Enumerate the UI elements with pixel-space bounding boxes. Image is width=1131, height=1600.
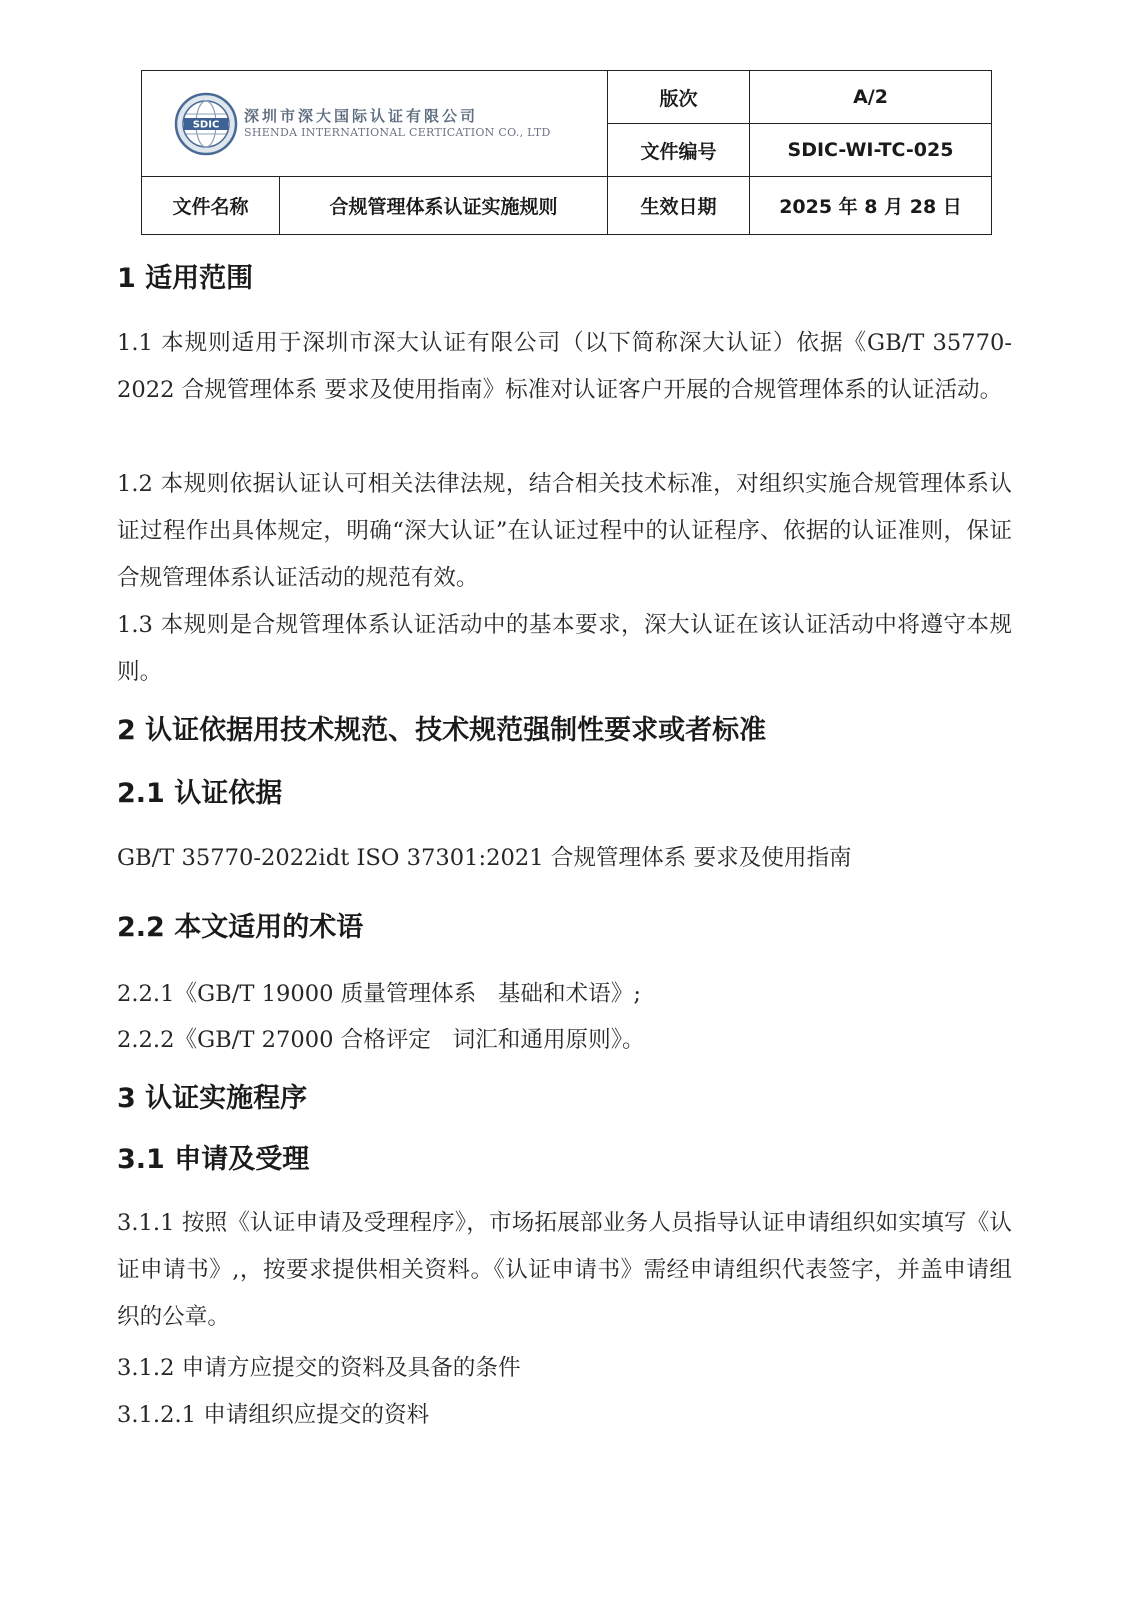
company-logo-icon	[174, 92, 238, 156]
doc-name-label: 文件名称	[142, 177, 280, 235]
version-value: A/2	[750, 71, 992, 124]
document-header-table	[141, 70, 992, 235]
clause-1-3: 1.3 本规则是合规管理体系认证活动中的基本要求，深大认证在该认证活动中将遵守本规则。	[117, 612, 1012, 685]
effective-date-value: 2025 年 8 月 28 日	[750, 177, 992, 235]
clause-3-1-1: 3.1.1 按照《认证申请及受理程序》，市场拓展部业务人员指导认证申请组织如实填写《认证申请书》,，按要求提供相关资料。《认证申请书》需经申请组织代表签字，并盖申请组织的公章。	[117, 1210, 1012, 1330]
clause-1-2: 1.2 本规则依据认证认可相关法律法规，结合相关技术标准，对组织实施合规管理体系认证过程作出具体规定，明确“深大认证”在认证过程中的认证程序、依据的认证准则，保证合规管理体系认证活动的规范有效。	[117, 471, 1012, 591]
clause-2-2-2: 2.2.2《GB/T 27000 合格评定 词汇和通用原则》。	[117, 1027, 645, 1053]
effective-date-label: 生效日期	[608, 177, 750, 235]
clause-3-1-2-1: 3.1.2.1 申请组织应提交的资料	[117, 1402, 430, 1428]
company-name-cn: 深圳市深大国际认证有限公司	[244, 107, 479, 126]
svg-text:SDIC: SDIC	[192, 119, 220, 130]
clause-1-1: 1.1 本规则适用于深圳市深大认证有限公司（以下简称深大认证）依据《GB/T 35770-2022 合规管理体系 要求及使用指南》标准对认证客户开展的合规管理体系的认证活动。	[117, 330, 1012, 403]
section-1-title: 1 适用范围	[117, 263, 254, 294]
doc-number-value: SDIC-WI-TC-025	[750, 124, 992, 177]
section-2-1-title: 2.1 认证依据	[117, 778, 283, 809]
section-2-2-title: 2.2 本文适用的术语	[117, 912, 364, 943]
section-2-title: 2 认证依据用技术规范、技术规范强制性要求或者标准	[117, 715, 767, 746]
section-3-title: 3 认证实施程序	[117, 1083, 308, 1114]
company-logo-cell	[142, 71, 608, 177]
doc-name-value: 合规管理体系认证实施规则	[280, 177, 608, 235]
version-label: 版次	[608, 71, 750, 124]
doc-number-label: 文件编号	[608, 124, 750, 177]
clause-2-1-text: GB/T 35770-2022idt ISO 37301:2021 合规管理体系 要求及使用指南	[117, 845, 852, 871]
section-3-1-title: 3.1 申请及受理	[117, 1144, 310, 1175]
clause-3-1-2: 3.1.2 申请方应提交的资料及具备的条件	[117, 1355, 521, 1381]
clause-2-2-1: 2.2.1《GB/T 19000 质量管理体系 基础和术语》;	[117, 981, 641, 1007]
company-name-en: SHENDA INTERNATIONAL CERTICATION CO., LTD	[244, 126, 551, 139]
